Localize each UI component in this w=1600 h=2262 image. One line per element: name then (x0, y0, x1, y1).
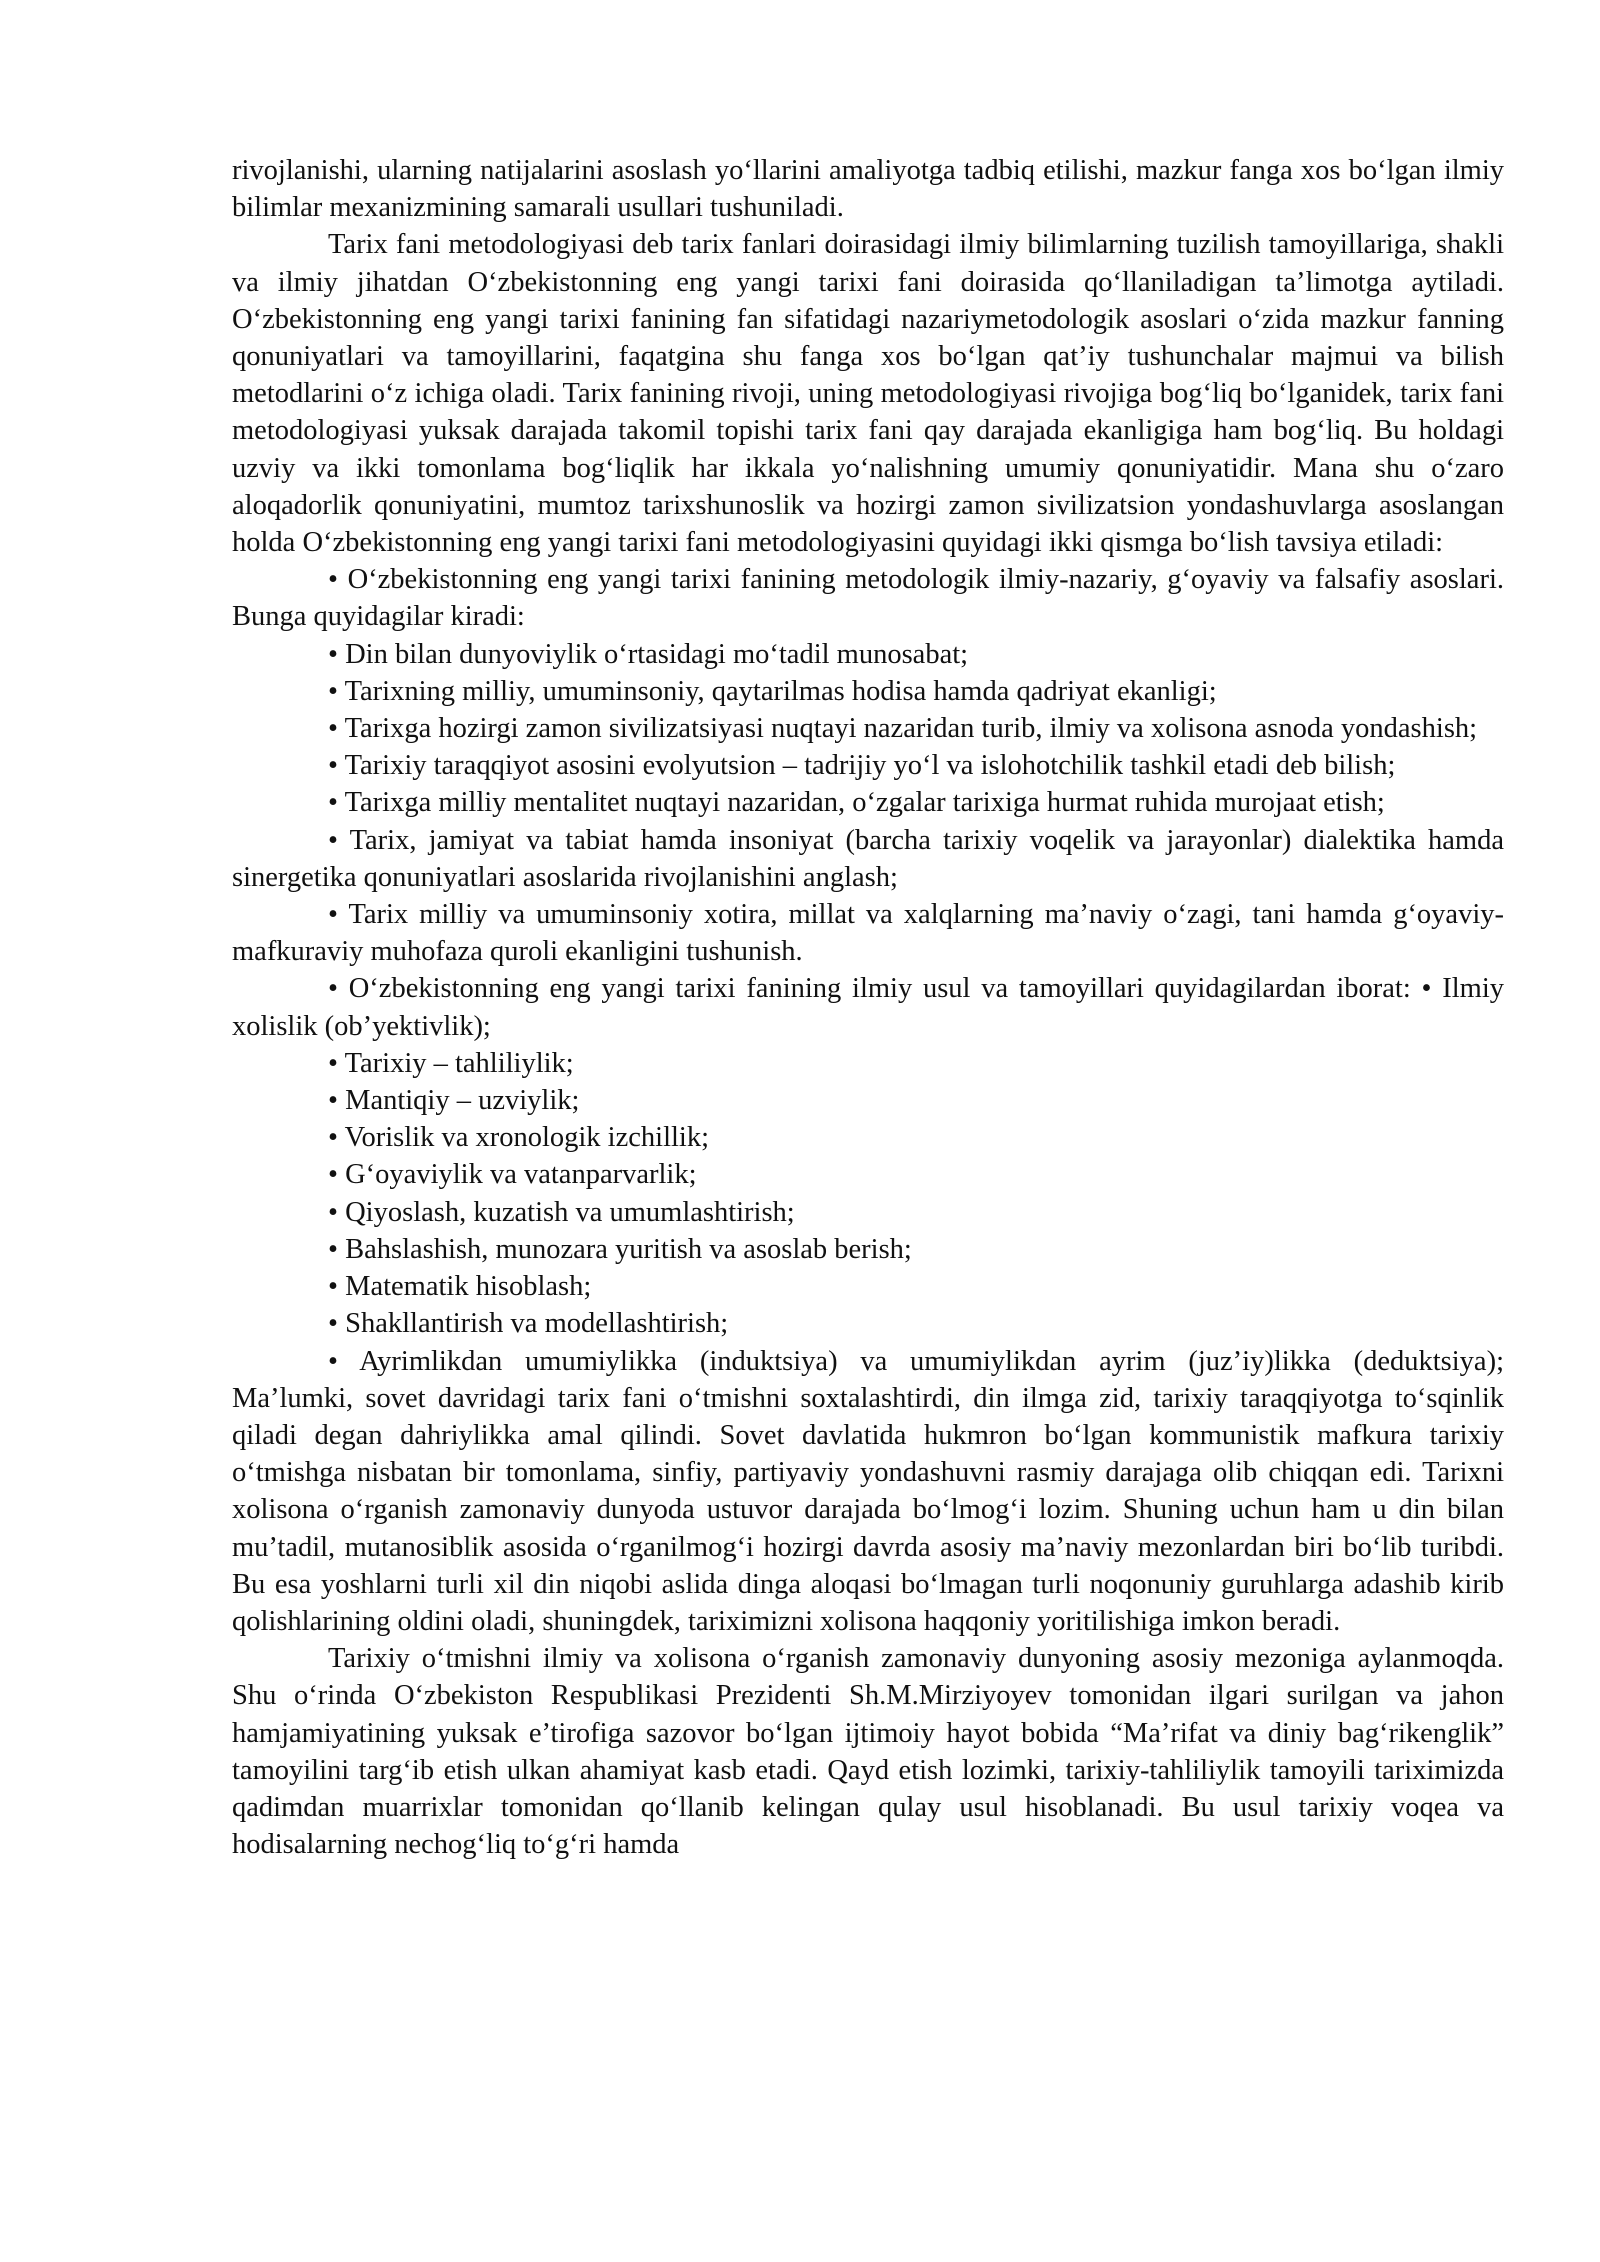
list-item: • O‘zbekistonning eng yangi tarixi fanining metodologik ilmiy-nazariy, g‘oyaviy va falsafiy asoslari. Bunga quyidagilar kiradi: (232, 564, 1504, 633)
paragraph-objective-study: Tarixiy o‘tmishni ilmiy va xolisona o‘rganish zamonaviy dunyoning asosiy mezoniga aylanmoqda. Shu o‘rinda O‘zbekiston Respublikasi Prezidenti Sh.M.Mirziyoyev tomonidan ilgari surilgan va jahon hamjamiyatining yuksak e’tirofiga sazovor bo‘lgan ijtimoiy hayot bobida “Ma’rifat va diniy bag‘rikenglik” tamoyilini targ‘ib etish ulkan ahamiyat kasb etadi. Qayd etish lozimki, tarixiy-tahliliylik tamoyili tariximizda qadimdan muarrixlar tomonidan qo‘llanib kelingan qulay usul hisoblanadi. Bu usul tarixiy voqea va hodisalarning nechog‘liq to‘g‘ri hamda (232, 1643, 1504, 1861)
list-item: • Tarixga hozirgi zamon sivilizatsiyasi nuqtayi nazaridan turib, ilmiy va xolisona asnoda yondashish; (328, 713, 1478, 745)
list-item: • Tarixiy – tahliliylik; (328, 1047, 574, 1079)
list-item: • Matematik hisoblash; (328, 1271, 592, 1303)
list-item: • Din bilan dunyoviylik o‘rtasidagi mo‘tadil munosabat; (328, 638, 969, 670)
list-item: • Tarixning milliy, umuminsoniy, qaytarilmas hodisa hamda qadriyat ekanligi; (328, 675, 1217, 707)
list-item: • Shakllantirish va modellashtirish; (328, 1308, 729, 1340)
document-page (232, 152, 1504, 1863)
paragraph-continuation: rivojlanishi, ularning natijalarini asoslash yo‘llarini amaliyotga tadbiq etilishi, mazkur fanga xos bo‘lgan ilmiy bilimlar mexanizmining samarali usullari tushuniladi. (232, 155, 1504, 224)
list-item: • Vorislik va xronologik izchillik; (328, 1122, 709, 1154)
list-item: • Tarix, jamiyat va tabiat hamda insoniyat (barcha tarixiy voqelik va jarayonlar) dialektika hamda sinergetika qonuniyatlari asoslarida rivojlanishini anglash; (232, 824, 1504, 893)
list-item: • Tarix milliy va umuminsoniy xotira, millat va xalqlarning ma’naviy o‘zagi, tani hamda g‘oyaviy-mafkuraviy muhofaza quroli ekanligini tushunish. (232, 899, 1504, 968)
list-item: • Tarixga milliy mentalitet nuqtayi nazaridan, o‘zgalar tarixiga hurmat ruhida murojaat etish; (328, 787, 1385, 819)
list-item: • Mantiqiy – uzviylik; (328, 1085, 580, 1117)
list-item: • G‘oyaviylik va vatanparvarlik; (328, 1159, 697, 1191)
list-item: • Bahslashish, munozara yuritish va asoslab berish; (328, 1233, 912, 1265)
list-item: • Tarixiy taraqqiyot asosini evolyutsion – tadrijiy yo‘l va islohotchilik tashkil etadi deb bilish; (328, 750, 1396, 782)
list-item: • O‘zbekistonning eng yangi tarixi fanining ilmiy usul va tamoyillari quyidagilardan iborat: • Ilmiy xolislik (ob’yektivlik); (232, 973, 1504, 1042)
list-item: • Qiyoslash, kuzatish va umumlashtirish; (328, 1196, 795, 1228)
list-item: • Ayrimlikdan umumiylikka (induktsiya) va umumiylikdan ayrim (juz’iy)likka (deduktsiya); Ma’lumki, sovet davridagi tarix fani o‘tmishni soxtalashtirdi, din ilmga zid, tarixiy taraqqiyotga to‘sqinlik qiladi degan dahriylikka amal qilindi. Sovet davlatida hukmron bo‘lgan kommunistik mafkura tarixiy o‘tmishga nisbatan bir tomonlama, sinfiy, partiyaviy yondashuvni rasmiy darajaga olib chiqqan edi. Tarixni xolisona o‘rganish zamonaviy dunyoda ustuvor darajada bo‘lmog‘i lozim. Shuning uchun ham u din bilan mu’tadil, mutanosiblik asosida o‘rganilmog‘i hozirgi davrda asosiy ma’naviy mezonlardan biri bo‘lib turibdi. Bu esa yoshlarni turli xil din niqobi aslida dinga aloqasi bo‘lmagan turli noqonuniy guruhlarga adashib kirib qolishlarining oldini oladi, shuningdek, tariximizni xolisona haqqoniy yoritilishiga imkon beradi. (232, 1345, 1504, 1637)
paragraph-methodology-definition: Tarix fani metodologiyasi deb tarix fanlari doirasidagi ilmiy bilimlarning tuzilish tamoyillariga, shakli va ilmiy jihatdan O‘zbekistonning eng yangi tarixi fani doirasida qo‘llaniladigan ta’limotga aytiladi. O‘zbekistonning eng yangi tarixi fanining fan sifatidagi nazariymetodologik asoslari o‘zida mazkur fanning qonuniyatlari va tamoyillarini, faqatgina shu fanga xos bo‘lgan qat’iy tushunchalar majmui va bilish metodlarini o‘z ichiga oladi. Tarix fanining rivoji, uning metodologiyasi rivojiga bog‘liq bo‘lganidek, tarix fani metodologiyasi yuksak darajada takomil topishi tarix fani qay darajada ekanligiga ham bog‘liq. Bu holdagi uzviy va ikki tomonlama bog‘liqlik har ikkala yo‘nalishning umumiy qonuniyatidir. Mana shu o‘zaro aloqadorlik qonuniyatini, mumtoz tarixshunoslik va hozirgi zamon sivilizatsion yondashuvlarga asoslangan holda O‘zbekistonning eng yangi tarixi fani metodologiyasini quyidagi ikki qismga bo‘lish tavsiya etiladi: (232, 229, 1504, 559)
